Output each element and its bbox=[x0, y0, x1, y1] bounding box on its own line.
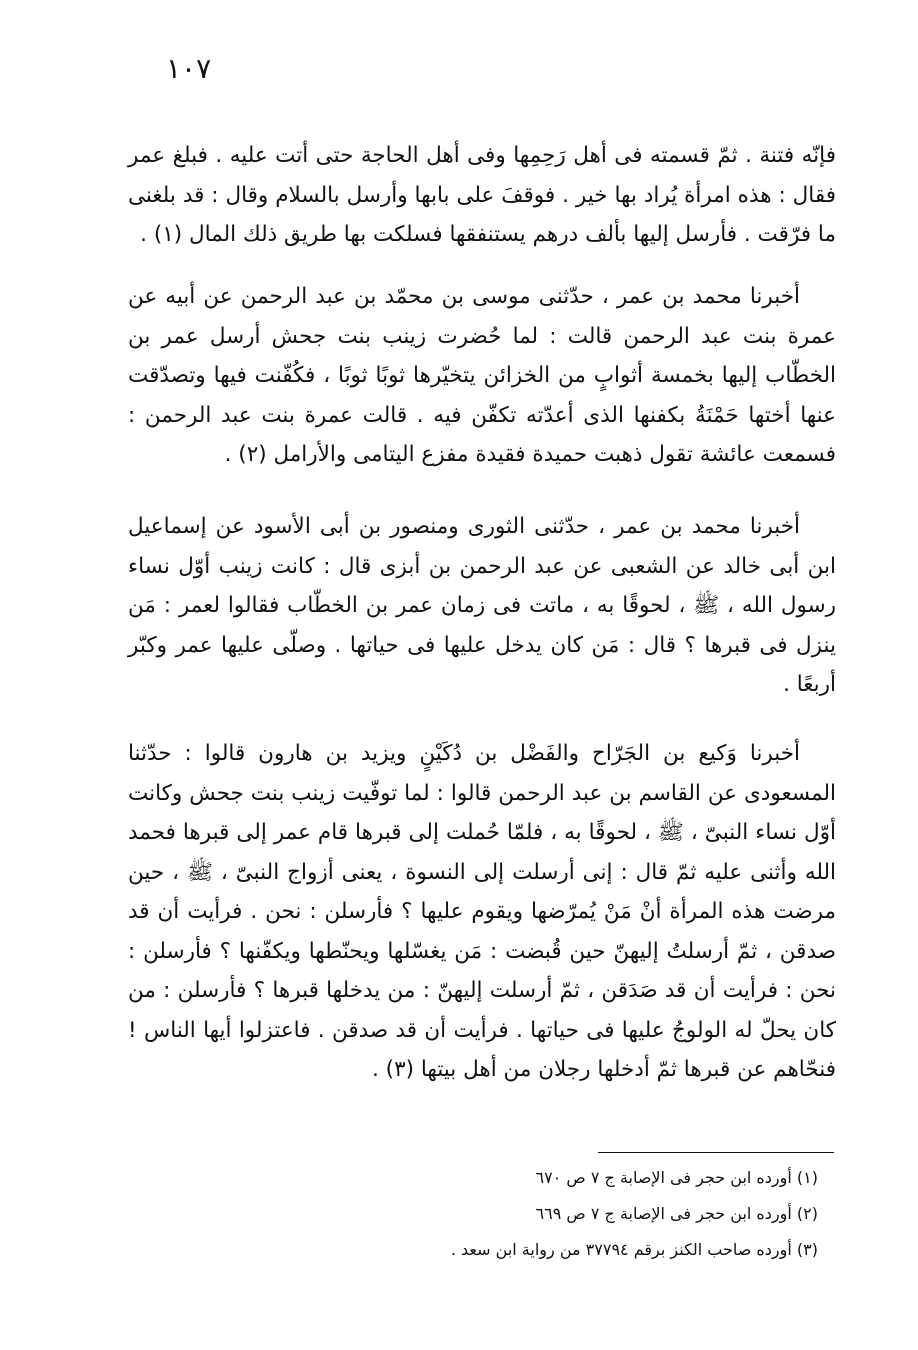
paragraph-text: فإنّه فتنة . ثمّ قسمته فى أهل رَحِمِها وفى أهل الحاجة حتى أتت عليه . فبلغ عمر فقال : هذه امرأة يُراد بها خير . فوقفَ على بابها وأرسل بالسلام وقال : قد بلغنى ما فرّقت . فأرسل إليها بألف درهم يستنفقها فسلكت بها طريق ذلك المال (١) . bbox=[128, 143, 836, 247]
footnote-2: (٢) أورده ابن حجر فى الإصابة ج ٧ ص ٦٦٩ bbox=[535, 1204, 818, 1223]
paragraph-text: أخبرنا وَكيع بن الجَرّاح والفَضْل بن دُكَيْنٍ ويزيد بن هارون قالوا : حدّثنا المسعودى عن القاسم بن عبد الرحمن قالوا : لما توفّيت زينب بنت جحش وكانت أوّل نساء النبىّ ، ﷺ ، لحوقًا به ، فلمّا حُملت إلى قبرها قام عمر إلى قبرها فحمد الله وأثنى عليه ثمّ قال : إنى أرسلت إلى النسوة ، يعنى أزواج النبىّ ، ﷺ ، حين مرضت هذه المرأة أنْ مَنْ يُمرّضها ويقوم عليها ؟ فأرسلن : نحن . فرأيت أن قد صدقن ، ثمّ أرسلتُ إليهنّ حين قُبضت : مَن يغسّلها ويحنّطها ويكفّنها ؟ فأرسلن : نحن : فرأيت أن قد صَدَقن ، ثمّ أرسلت إليهنّ : من يدخلها قبرها ؟ فأرسلن : من كان يحلّ له الولوجُ عليها فى حياتها . فرأيت أن قد صدقن . فاعتزلوا أيها الناس ! فنحّاهم عن قبرها ثمّ أدخلها رجلان من أهل بيتها (٣) . bbox=[128, 741, 836, 1082]
paragraph-zaynab-first-wife bbox=[128, 507, 836, 705]
paragraph-text: أخبرنا محمد بن عمر ، حدّثنى الثورى ومنصور بن أبى الأسود عن إسماعيل ابن أبى خالد عن الشعبى عن عبد الرحمن بن أبزى قال : كانت زينب أوّل نساء رسول الله ، ﷺ ، لحوقًا به ، ماتت فى زمان عمر بن الخطّاب فقالوا لعمر : مَن ينزل فى قبرها ؟ قال : مَن كان يدخل عليها فى حياتها . وصلّى عليها عمر وكبّر أربعًا . bbox=[128, 514, 836, 697]
footnotes bbox=[300, 1160, 818, 1268]
footnote-divider bbox=[598, 1152, 834, 1153]
paragraph-text: أخبرنا محمد بن عمر ، حدّثنى موسى بن محمّد بن عبد الرحمن عن أبيه عن عمرة بنت عبد الرحمن قالت : لما حُضرت زينب بنت جحش أرسل عمر بن الخطّاب إليها بخمسة أثوابٍ من الخزائن يتخيّرها ثوبًا ثوبًا ، فكُفّنت فيها وتصدّقت عنها أختها حَمْنَةُ بكفنها الذى أعدّته تكفّن فيه . قالت عمرة بنت عبد الرحمن : فسمعت عائشة تقول ذهبت حميدة فقيدة مفزع اليتامى والأرامل (٢) . bbox=[128, 284, 836, 467]
paragraph-zaynab-shroud bbox=[128, 277, 836, 475]
paragraph-continuation bbox=[128, 136, 836, 255]
paragraph-zaynab-burial bbox=[128, 734, 836, 1090]
footnote-1: (١) أورده ابن حجر فى الإصابة ج ٧ ص ٦٧٠ bbox=[535, 1168, 818, 1187]
footnote-3: (٣) أورده صاحب الكنز برقم ٣٧٧٩٤ من رواية ابن سعد . bbox=[450, 1240, 818, 1259]
page-number: ١٠٧ bbox=[166, 52, 212, 85]
